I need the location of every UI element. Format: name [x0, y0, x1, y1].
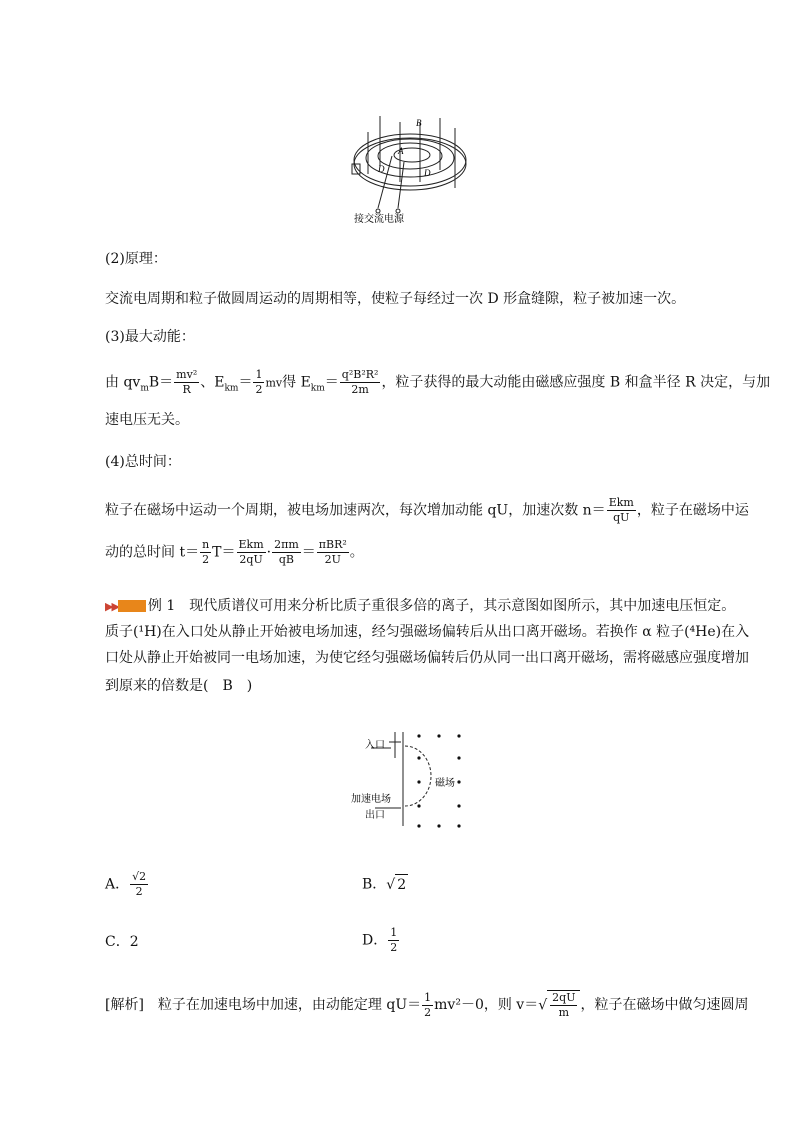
spectrometer-diagram — [345, 728, 475, 833]
frac-ekm-qu: $\frac{\text{Ekm}}{qU}$ — [608, 496, 634, 524]
cyclotron-figure — [340, 112, 480, 227]
frac-ekm: $\frac{\text{q²B²R²}}{2m}$ — [341, 368, 379, 396]
sec4-line1: 粒子在磁场中运动一个周期，被电场加速两次，每次增加动能 qU，加速次数 n＝ $\frac{\text{Ekm}}{qU}$ ，粒子在磁场中运 — [105, 496, 749, 524]
figure1-caption: 接交流电源 — [354, 214, 404, 225]
field-label: 磁场 — [435, 778, 455, 789]
label-d1: D — [378, 164, 385, 174]
label-a: A — [398, 146, 404, 156]
example-marker — [118, 600, 146, 612]
example-line1: ▶▶ 例 1 现代质谱仪可用来分析比质子重很多倍的离子，其示意图如图所示，其中加速电压恒定。 — [105, 598, 736, 614]
example-label: 例 1 — [147, 598, 176, 614]
example-line2: 质子(¹H)在入口处从静止开始被电场加速，经匀强磁场偏转后从出口离开磁场。若换作 α 粒子(⁴He)在入 — [105, 624, 750, 640]
label-b: B — [416, 118, 422, 128]
sec3-formula-line: 由 $qv_mB=$ $\frac{\text{mv²}}{R}$ 、$E_{km}=$ $\frac{1}{2}$ mv得 $E_{km}=$ $\frac{\text{q²B²R²}}{2m}$ ，粒子获得的最大动能由磁感应强度 B 和盒半径 R 决定，与加 — [105, 368, 771, 396]
double-arrow-icon: ▶▶ — [105, 600, 118, 613]
example-line3: 口处从静止开始被同一电场加速，为使它经匀强磁场偏转后仍从同一出口离开磁场，需将磁感应强度增加 — [105, 650, 749, 666]
sec3-line2: 速电压无关。 — [105, 412, 189, 428]
sqrt-icon: √ $\frac{2qU}{m}$ — [538, 990, 580, 1020]
cyclotron-diagram — [340, 112, 480, 227]
sec2-text: 交流电周期和粒子做圆周运动的周期相等，使粒子每经过一次 D 形盒缝隙，粒子被加速一次。 — [105, 291, 686, 307]
entrance-label: 入口 — [365, 740, 385, 751]
sec4-heading: (4)总时间： — [105, 454, 181, 470]
frac-mv2-r: $\frac{\text{mv²}}{R}$ — [176, 368, 198, 396]
example-line4: 到原来的倍数是( B ) — [105, 678, 253, 694]
option-b[interactable]: B．√ 2 — [362, 874, 408, 895]
sec4-line2: 动的总时间 t＝ $\frac{n}{2}$ T＝ $\frac{\text{Ekm}}{2qU}$ · $\frac{2\pi m}{qB}$ ＝ $\frac{\text{πBR²}}{2U}$ 。 — [105, 538, 364, 566]
analysis-tag: [解析] — [105, 997, 144, 1013]
sqrt-icon: √ 2 — [386, 874, 408, 895]
sec2-heading: (2)原理： — [105, 251, 167, 267]
sec3-heading: (3)最大动能： — [105, 329, 195, 345]
option-c[interactable]: C．2 — [105, 934, 139, 950]
option-a[interactable]: A． $\frac{√2}{2}$ — [105, 870, 147, 898]
exit-label: 出口 — [365, 810, 385, 821]
option-d[interactable]: D． $\frac{1}{2}$ — [362, 926, 398, 954]
analysis-line: [解析] 粒子在加速电场中加速，由动能定理 qU＝ $\frac{1}{2}$ mv²－0，则 v＝√ $\frac{2qU}{m}$ ，粒子在磁场中做匀速圆周 — [105, 990, 749, 1019]
frac-half: $\frac{1}{2}$ — [255, 368, 263, 396]
label-d2: D — [424, 168, 431, 178]
spectrometer-figure — [345, 728, 475, 833]
accel-label: 加速电场 — [351, 794, 391, 805]
